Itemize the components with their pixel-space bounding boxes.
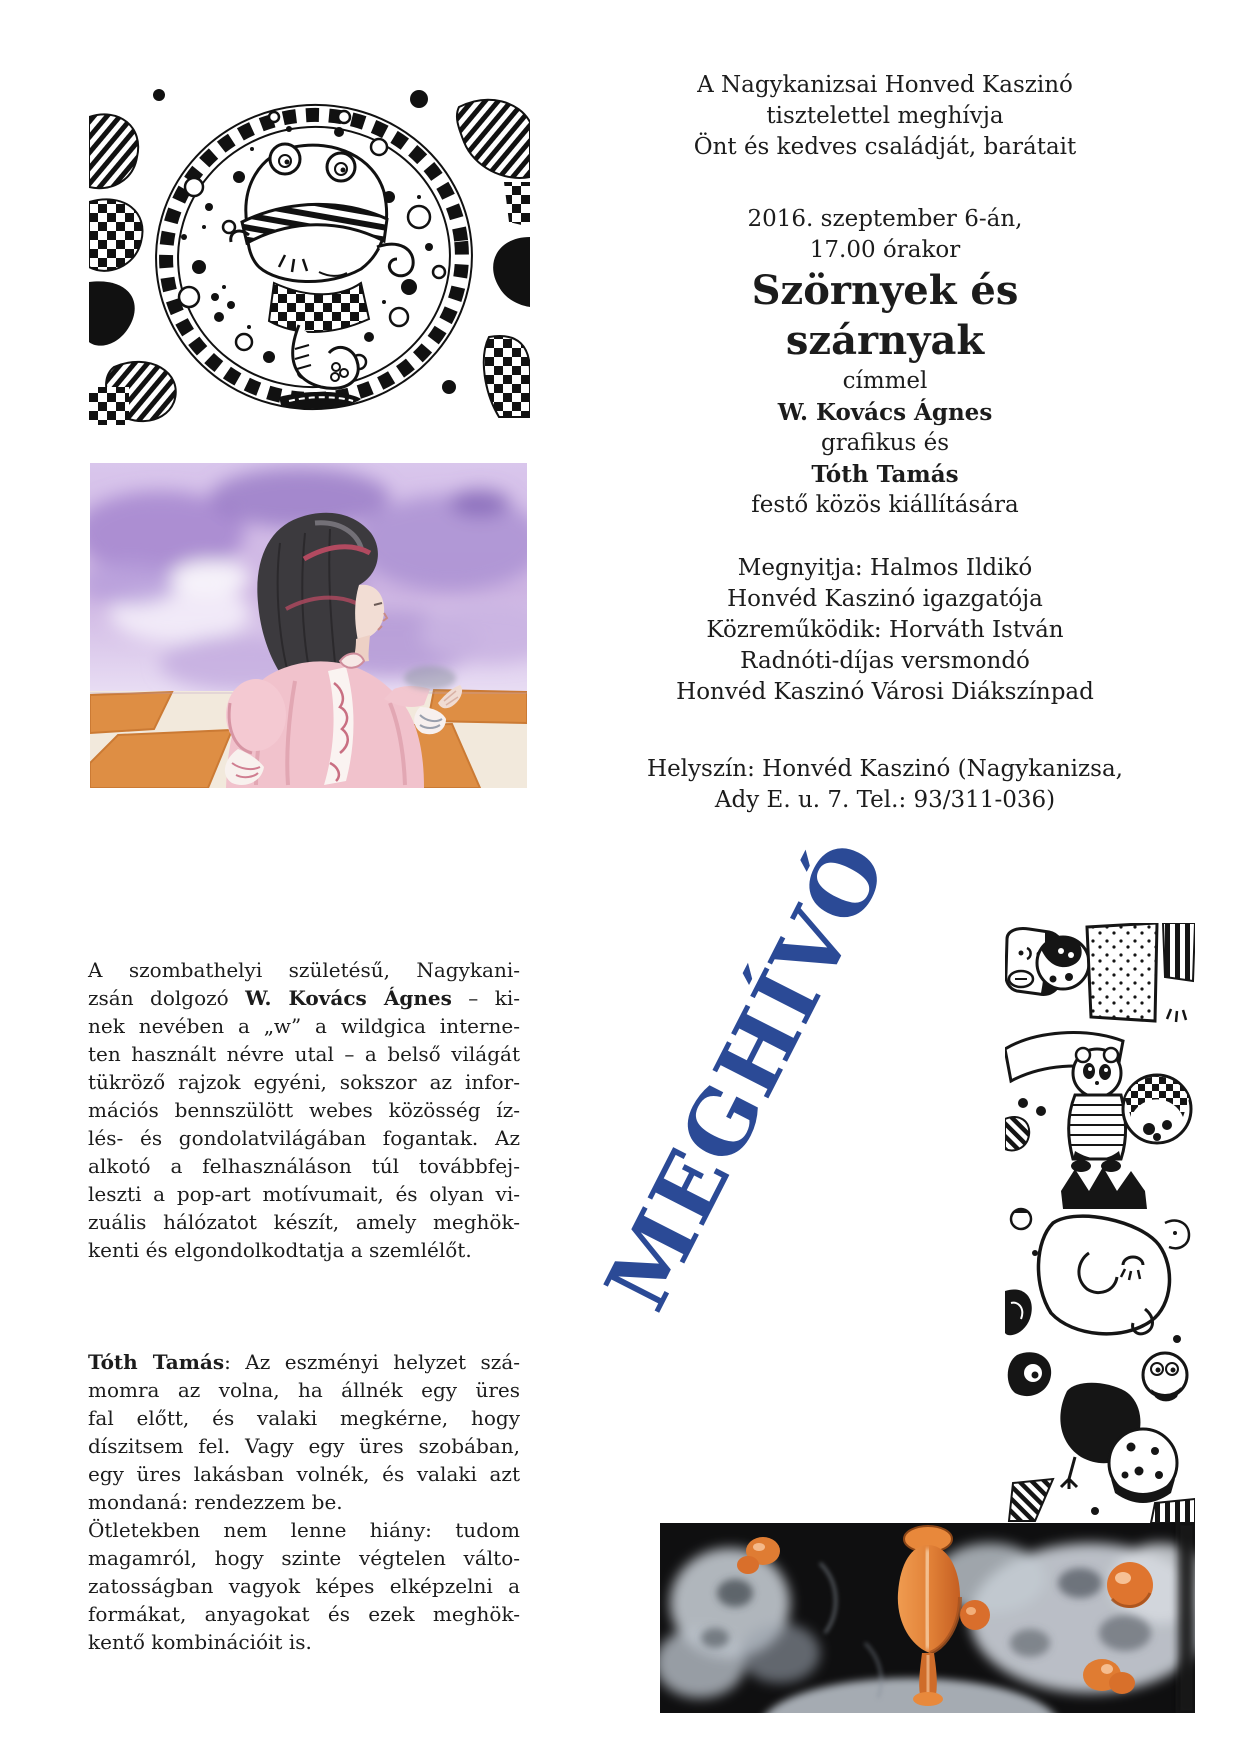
bio-text-line: fal előtt, és valaki megkérne, hogy — [88, 1406, 520, 1430]
bio-text-line: ten használt névre utal – a belső világát — [88, 1042, 520, 1066]
bio-text-line: egy üres lakásban volnék, és valaki azt — [88, 1462, 520, 1486]
artist1-role: grafikus és — [820, 430, 950, 456]
event-time-line: 17.00 órakor — [809, 237, 961, 263]
bio-text-line: zuális hálózatot készít, amely meghök- — [88, 1210, 520, 1234]
bio-text-line: kenti és elgondolkodtatja a szemlélőt. — [88, 1238, 472, 1262]
bw-doodle-strip-artwork — [1005, 923, 1195, 1523]
bio-text-line: Ötletekben nem lenne hiány: tudom — [88, 1518, 520, 1542]
program-line: Megnyitja: Halmos Ildikó — [737, 555, 1033, 581]
bio-text-line: kentő kombinációit is. — [88, 1630, 312, 1654]
watercolor-girl-artwork — [90, 463, 527, 788]
event-date-line: 2016. szeptember 6-án, — [747, 206, 1023, 232]
bio-text-line: leszti a pop-art motívumait, és olyan vi- — [88, 1182, 520, 1206]
invitation-header-line: A Nagykanizsai Honved Kaszinó — [697, 72, 1073, 98]
bw-doodle-frog-artwork — [89, 87, 530, 425]
program-line: Honvéd Kaszinó Városi Diákszínpad — [676, 679, 1094, 705]
bio-text-line: magamról, hogy szinte végtelen válto- — [88, 1546, 520, 1570]
bio-text-line: mációs bennszülött webes közösség íz- — [88, 1098, 520, 1122]
meghivo-title — [547, 805, 947, 1345]
invitation-header-line: Önt és kedves családját, barátait — [693, 134, 1077, 160]
dark-painting-artwork — [660, 1523, 1195, 1713]
invitation-text-block — [630, 70, 1140, 816]
bio-text-line: tükröző rajzok egyéni, sokszor az infor- — [88, 1070, 520, 1094]
venue-line: Helyszín: Honvéd Kaszinó (Nagykanizsa, — [647, 756, 1123, 782]
bio-text-line: mondaná: rendezzem be. — [88, 1490, 343, 1514]
bio-text-line: lés- és gondolatvilágában fogantak. Az — [88, 1126, 520, 1150]
venue-line: Ady E. u. 7. Tel.: 93/311-036) — [714, 787, 1056, 813]
artist2-role: festő közös kiállítására — [751, 492, 1019, 518]
bio-text-line: formákat, anyagokat és ezek meghök- — [88, 1602, 520, 1626]
artist2-bio-paragraph — [88, 1348, 520, 1656]
title-suffix: címmel — [842, 368, 928, 394]
bio-text-line: nek nevében a „w” a wildgica interne- — [88, 1014, 520, 1038]
bio-text-line: díszitsem fel. Vagy egy üres szobában, — [88, 1434, 520, 1458]
program-line: Radnóti-díjas versmondó — [740, 648, 1030, 674]
exhibition-title-line: szárnyak — [785, 317, 985, 364]
bio-text-line: momra az volna, ha állnék egy üres — [88, 1378, 520, 1402]
bio-text-line: alkotó a felhasználáson túl továbbfej- — [88, 1154, 520, 1178]
program-line: Honvéd Kaszinó igazgatója — [727, 586, 1043, 612]
meghivo-label: MEGHÍVÓ — [586, 824, 908, 1326]
artist1-bio-paragraph — [88, 956, 520, 1264]
program-line: Közreműködik: Horváth István — [706, 617, 1064, 643]
artist2-name: Tóth Tamás — [811, 461, 959, 488]
artist1-name: W. Kovács Ágnes — [777, 399, 993, 426]
invitation-header-line: tisztelettel meghívja — [766, 103, 1004, 129]
exhibition-title-line: Szörnyek és — [751, 267, 1019, 314]
bio-text-line: zsán dolgozó W. Kovács Ágnes – ki- — [88, 986, 520, 1010]
bio-text-line: zatosságban vagyok képes elképzelni a — [88, 1574, 520, 1598]
bio-text-line: A szombathelyi születésű, Nagykani- — [88, 958, 520, 982]
bio-text-line: Tóth Tamás: Az eszményi helyzet szá- — [88, 1350, 520, 1374]
